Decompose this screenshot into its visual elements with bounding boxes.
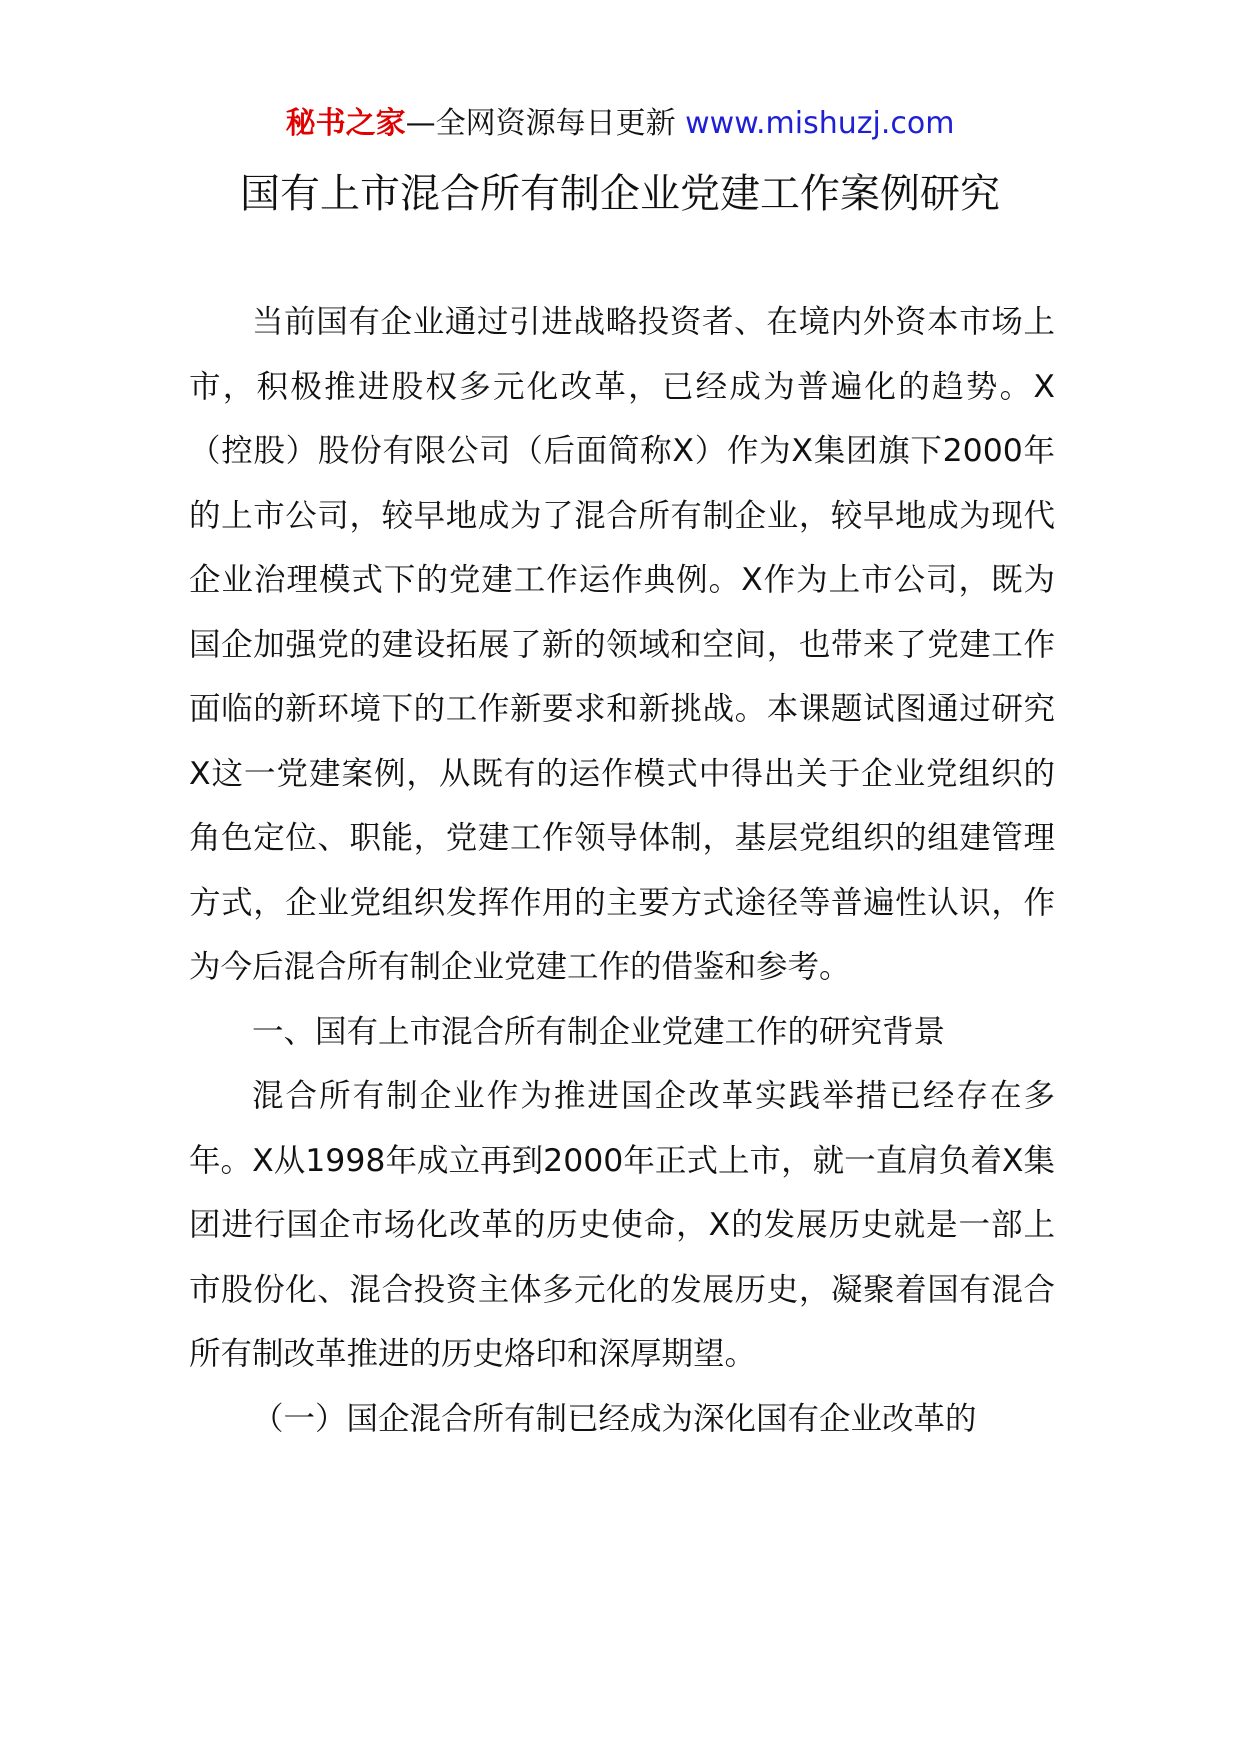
section-heading-1: 一、国有上市混合所有制企业党建工作的研究背景 bbox=[252, 1013, 946, 1050]
section-1-paragraph: 混合所有制企业作为推进国企改革实践举措已经存在多年。X从1998年成立再到2000年正式上市，就一直肩负着X集团进行国企市场化改革的历史使命，X的发展历史就是一部上市股份化、混合投资主体多元化的发展历史，凝聚着国有混合所有制改革推进的历史烙印和深厚期望。 bbox=[189, 1078, 1055, 1372]
header-slogan: —全网资源每日更新 bbox=[405, 106, 676, 141]
site-url[interactable]: www.mishuzj.com bbox=[685, 106, 955, 141]
subsection-heading-1: （一）国企混合所有制已经成为深化国有企业改革的 bbox=[252, 1400, 977, 1437]
intro-paragraph: 当前国有企业通过引进战略投资者、在境内外资本市场上市，积极推进股权多元化改革，已经成为普遍化的趋势。X（控股）股份有限公司（后面简称X）作为X集团旗下2000年的上市公司，较早地成为了混合所有制企业，较早地成为现代企业治理模式下的党建工作运作典例。X作为上市公司，既为国企加强党的建设拓展了新的领域和空间，也带来了党建工作面临的新环境下的工作新要求和新挑战。本课题试图通过研究X这一党建案例，从既有的运作模式中得出关于企业党组织的角色定位、职能，党建工作领导体制，基层党组织的组建管理方式，企业党组织发挥作用的主要方式途径等普遍性认识，作为今后混合所有制企业党建工作的借鉴和参考。 bbox=[189, 304, 1055, 985]
document-title: 国有上市混合所有制企业党建工作案例研究 bbox=[240, 171, 1000, 217]
watermark-header bbox=[0, 102, 1240, 146]
document-body bbox=[189, 290, 1055, 1451]
brand-name: 秘书之家 bbox=[285, 106, 406, 141]
